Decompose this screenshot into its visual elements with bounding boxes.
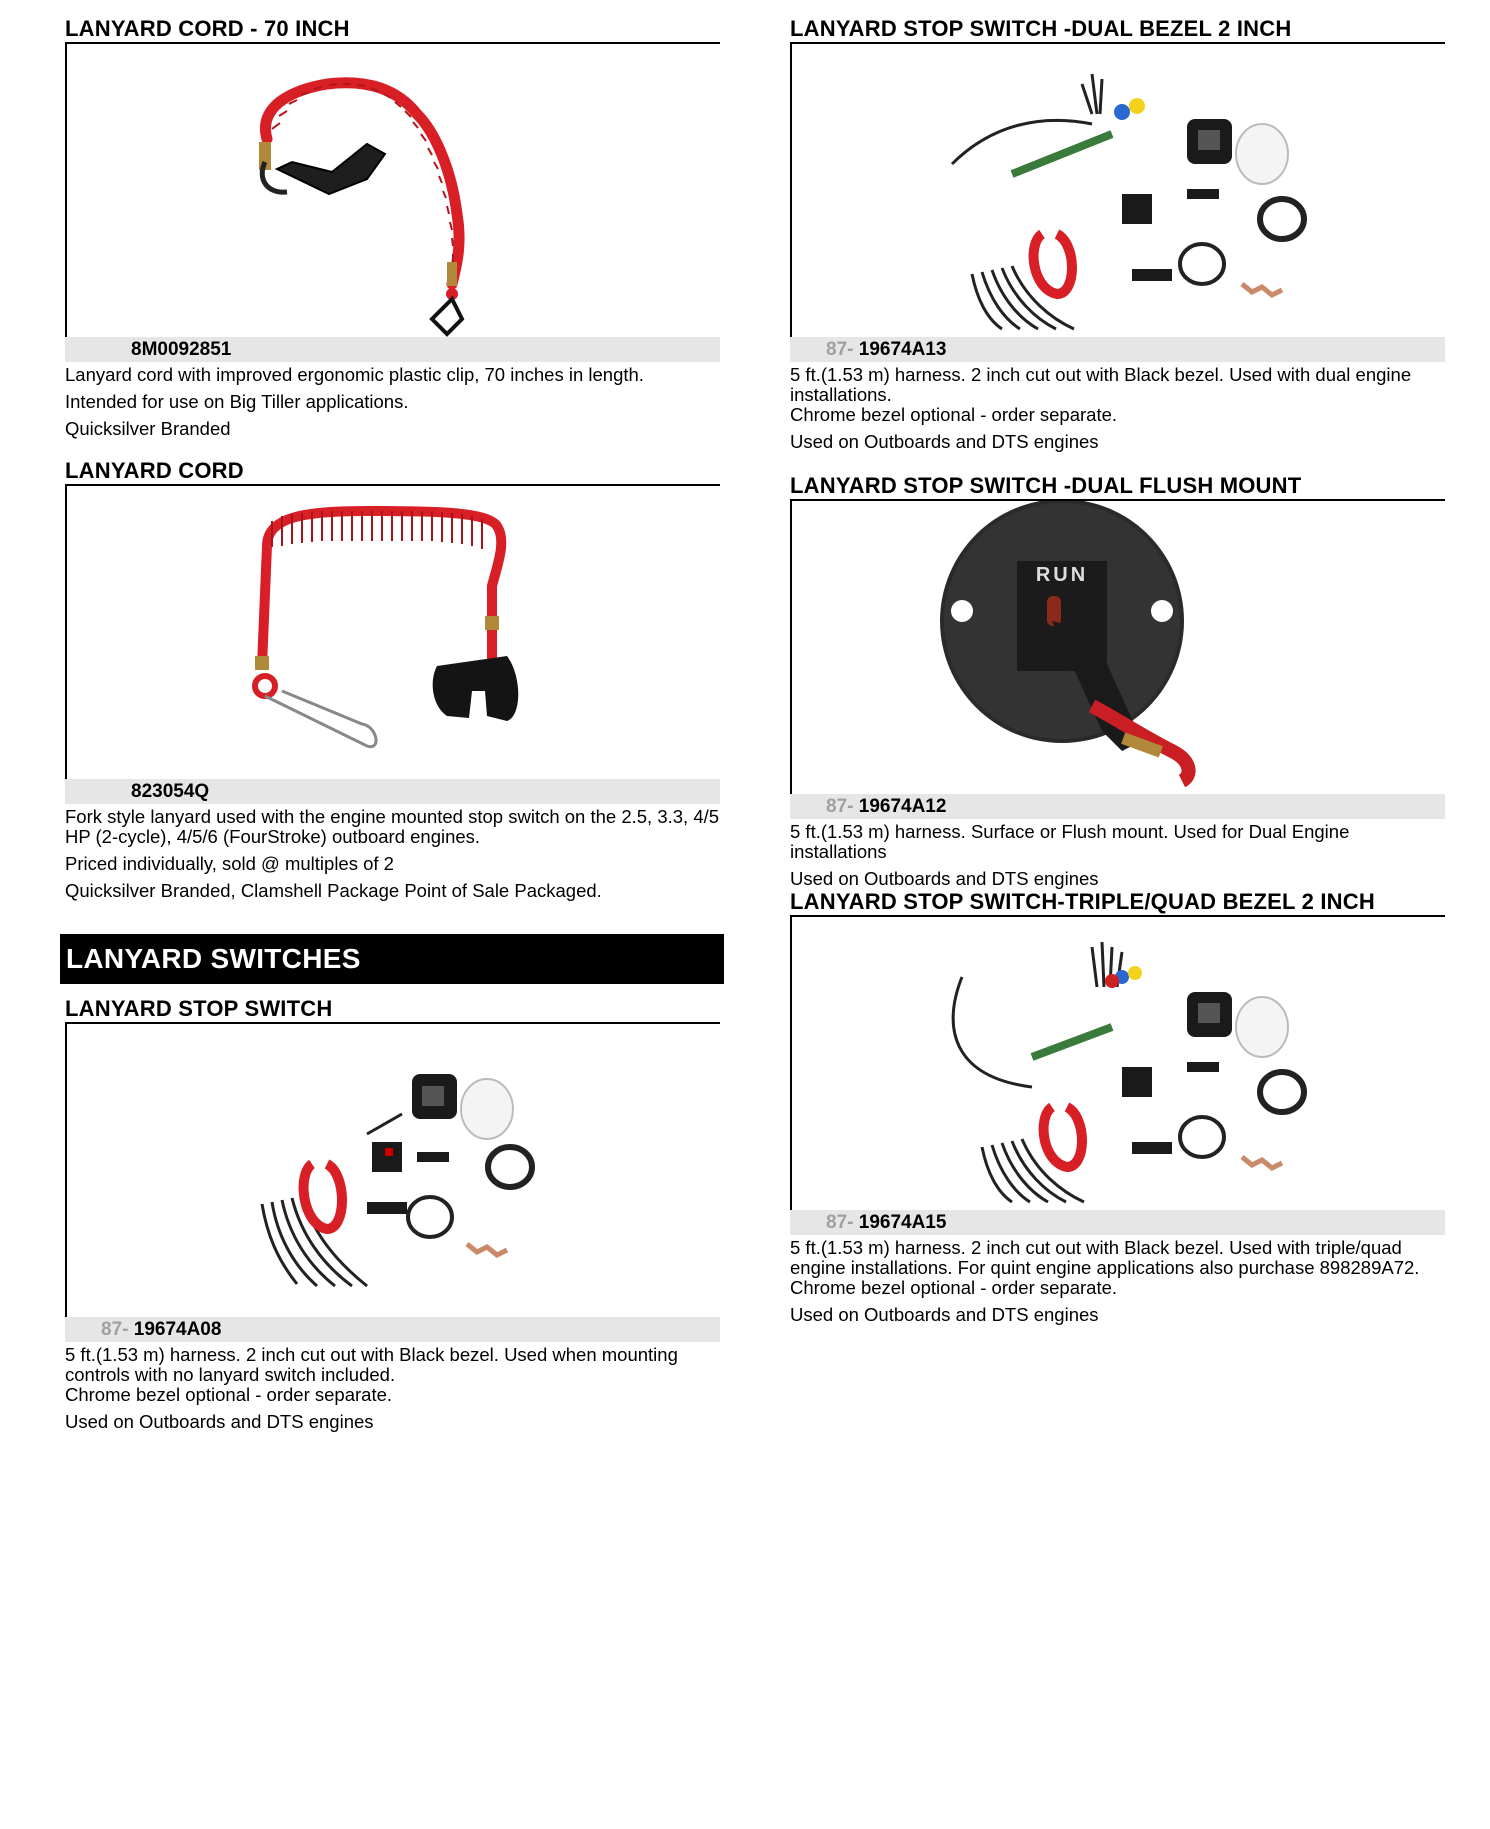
coiled-cord-clip-illustration (67, 44, 720, 337)
coiled-lanyard (304, 1164, 342, 1229)
flush-mount-switch-illustration (792, 501, 1445, 794)
product-title: LANYARD CORD - 70 INCH (65, 15, 720, 44)
product-title: LANYARD STOP SWITCH (65, 995, 720, 1024)
product-description (790, 1238, 1445, 1325)
product-triple-quad-bezel (790, 888, 1445, 1325)
description-line: Priced individually, sold @ multiples of 2 (65, 853, 394, 874)
part-number-bar (65, 1317, 720, 1342)
description-line: 5 ft.(1.53 m) harness. 2 inch cut out with Black bezel. Used with dual engine (790, 364, 1412, 385)
part-number-bar (65, 337, 720, 362)
product-title: LANYARD STOP SWITCH -DUAL BEZEL 2 INCH (790, 15, 1445, 44)
part-number-bar (790, 794, 1445, 819)
run-label: RUN (1035, 564, 1089, 586)
triple-quad-kit-illustration (792, 917, 1445, 1210)
product-image-dual-bezel (790, 44, 1445, 337)
description-line: Used on Outboards and DTS engines (65, 1411, 374, 1432)
product-description (65, 807, 720, 901)
product-description (790, 822, 1445, 889)
fork-lanyard-illustration (67, 486, 720, 779)
description-line: installations. (790, 384, 892, 405)
description-line: 5 ft.(1.53 m) harness. 2 inch cut out with Black bezel. Used with triple/quad (790, 1237, 1402, 1258)
description-line: 5 ft.(1.53 m) harness. Surface or Flush mount. Used for Dual Engine installations (790, 821, 1350, 862)
description-line: Used on Outboards and DTS engines (790, 1304, 1099, 1325)
part-number-bar (790, 1210, 1445, 1235)
product-lanyard-cord (65, 457, 720, 901)
product-image-lanyard-cord-70 (65, 44, 720, 337)
description-line: Chrome bezel optional - order separate. (790, 1277, 1118, 1298)
description-line: HP (2-cycle), 4/5/6 (FourStroke) outboard engines. (65, 826, 481, 847)
part-number: 19674A15 (858, 1212, 947, 1233)
carabiner-clip (277, 144, 385, 194)
part-prefix: 87- (826, 1212, 854, 1233)
part-prefix: 87- (826, 796, 854, 817)
stop-switch-kit-illustration (67, 1024, 720, 1317)
product-image-dual-flush-mount (790, 501, 1445, 794)
part-number-bar (65, 779, 720, 804)
product-title: LANYARD CORD (65, 457, 720, 486)
product-image-lanyard-stop-switch (65, 1024, 720, 1317)
part-number: 19674A12 (858, 796, 947, 817)
part-prefix: 87- (101, 1319, 129, 1340)
description-line: controls with no lanyard switch included. (65, 1364, 396, 1385)
product-description (790, 365, 1445, 452)
fork-clip (433, 656, 519, 721)
snap-hook (265, 691, 376, 747)
part-number-bar (790, 337, 1445, 362)
product-description (65, 365, 720, 439)
product-lanyard-stop-switch (65, 995, 720, 1432)
product-image-triple-quad-bezel (790, 917, 1445, 1210)
product-title: LANYARD STOP SWITCH-TRIPLE/QUAD BEZEL 2 INCH (790, 888, 1445, 917)
description-line: Quicksilver Branded, Clamshell Package Point of Sale Packaged. (65, 880, 602, 901)
part-number: 823054Q (131, 781, 210, 802)
product-dual-flush-mount (790, 472, 1445, 889)
description-line: Used on Outboards and DTS engines (790, 868, 1099, 889)
product-dual-bezel (790, 15, 1445, 452)
section-banner-lanyard-switches: LANYARD SWITCHES (60, 934, 724, 984)
product-title: LANYARD STOP SWITCH -DUAL FLUSH MOUNT (790, 472, 1445, 501)
product-description (65, 1345, 720, 1432)
description-line: Used on Outboards and DTS engines (790, 431, 1099, 452)
part-number: 19674A08 (133, 1319, 222, 1340)
dual-bezel-kit-illustration (792, 44, 1445, 337)
description-line: Chrome bezel optional - order separate. (790, 404, 1118, 425)
product-image-lanyard-cord (65, 486, 720, 779)
description-line: 5 ft.(1.53 m) harness. 2 inch cut out with Black bezel. Used when mounting (65, 1344, 678, 1365)
white-sleeve (461, 1079, 513, 1139)
product-lanyard-cord-70 (65, 15, 720, 439)
description-line: Quicksilver Branded (65, 418, 231, 439)
description-line: Fork style lanyard used with the engine mounted stop switch on the 2.5, 3.3, 4/5 (65, 806, 720, 827)
part-number: 8M0092851 (131, 339, 232, 360)
description-line: Lanyard cord with improved ergonomic plastic clip, 70 inches in length. (65, 364, 644, 385)
description-line: Chrome bezel optional - order separate. (65, 1384, 393, 1405)
description-line: engine installations. For quint engine applications also purchase 898289A72. (790, 1257, 1420, 1278)
part-number: 19674A13 (858, 339, 947, 360)
part-prefix: 87- (826, 339, 854, 360)
description-line: Intended for use on Big Tiller applications. (65, 391, 409, 412)
